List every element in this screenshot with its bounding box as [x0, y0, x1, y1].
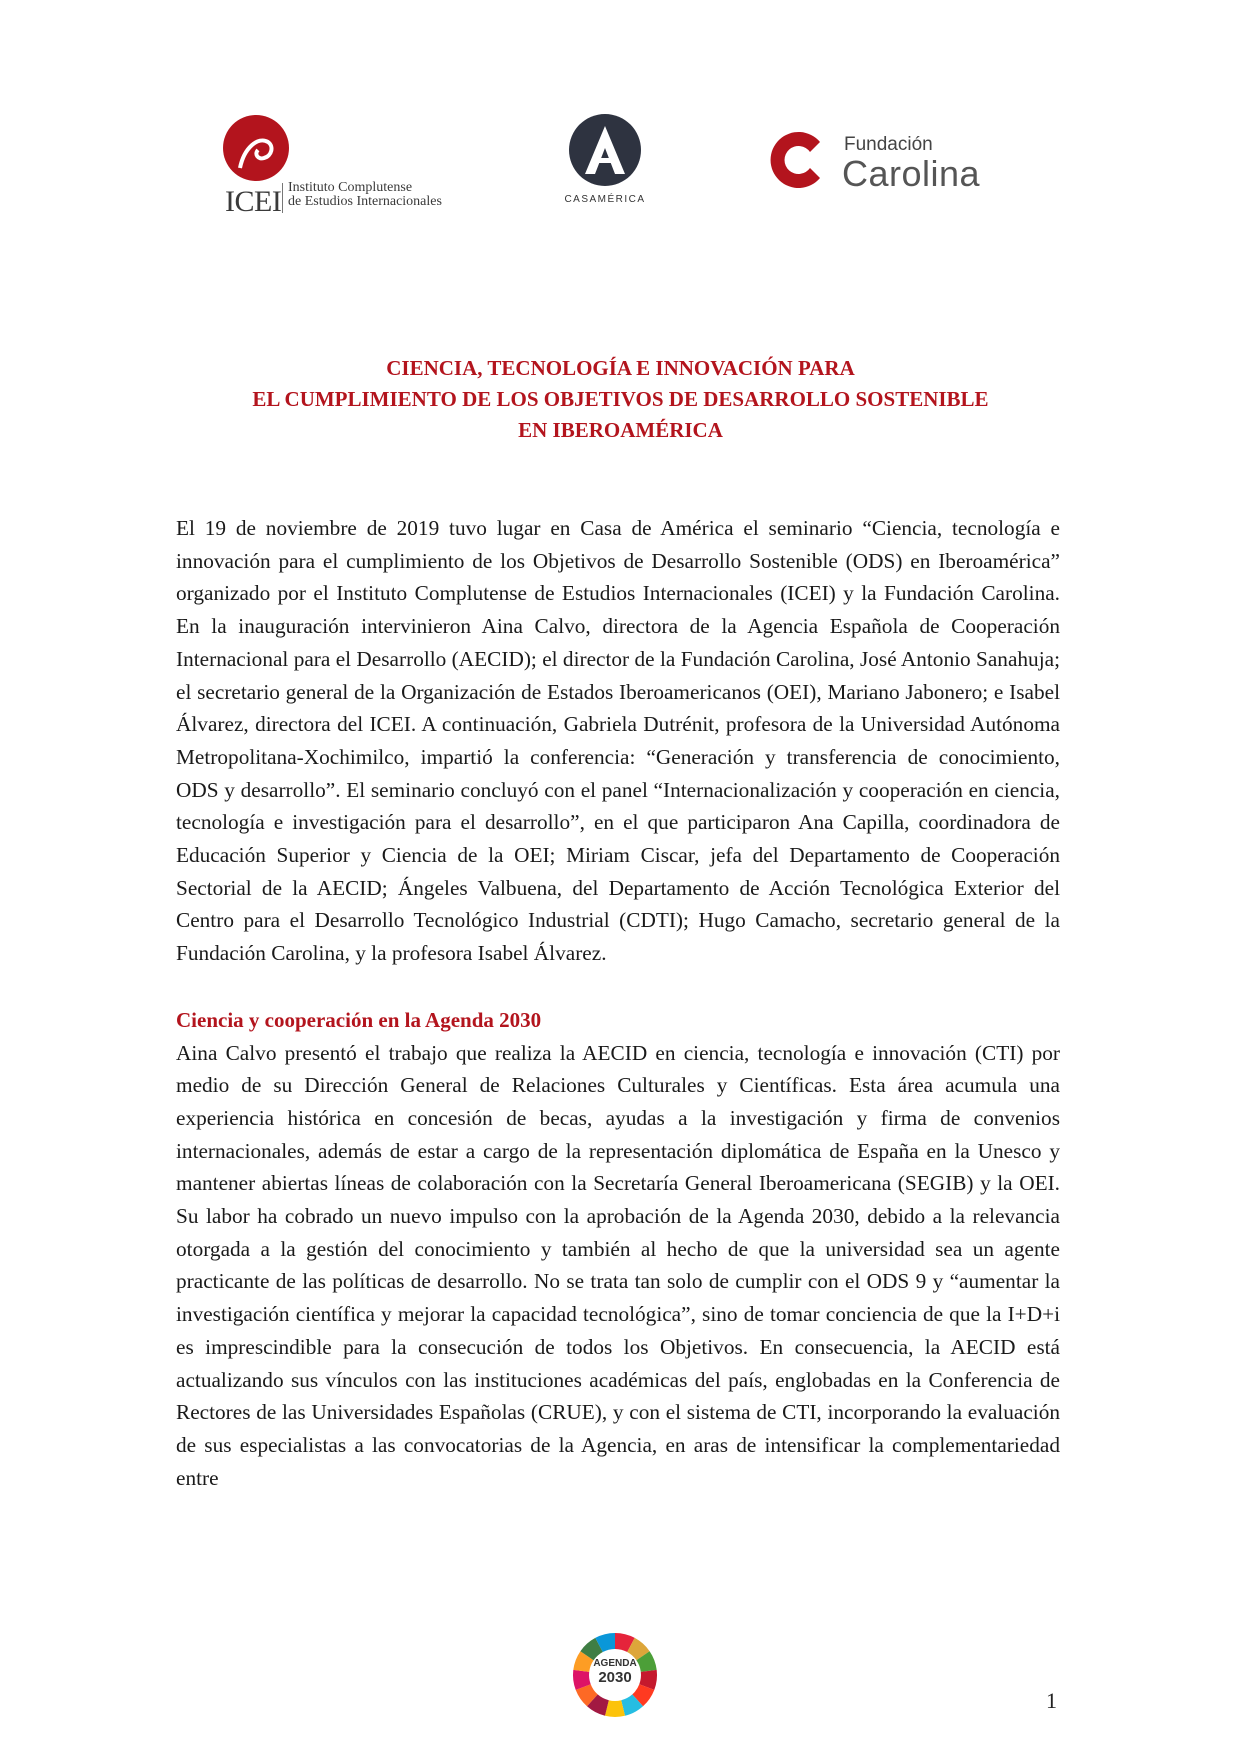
title-line-3: EN IBEROAMÉRICA [518, 418, 723, 442]
agenda-label: AGENDA [593, 1658, 637, 1669]
carolina-c-icon [762, 120, 842, 200]
icei-name-line2: de Estudios Internacionales [288, 194, 442, 209]
title-line-1: CIENCIA, TECNOLOGÍA E INNOVACIÓN PARA [386, 356, 855, 380]
document-title [150, 353, 1091, 446]
agenda-year: 2030 [598, 1669, 632, 1686]
icei-abbreviation: ICEI [225, 185, 282, 218]
agenda-2030-logo [570, 1630, 660, 1720]
icei-full-name [288, 181, 448, 209]
agenda-2030-text [570, 1658, 660, 1685]
section-heading: Ciencia y cooperación en la Agenda 2030 [176, 1007, 542, 1032]
icei-name-line1: Instituto Complutense [288, 180, 413, 195]
casamerica-logo [555, 112, 655, 212]
fundacion-carolina-logo [762, 120, 1022, 200]
document-body [176, 512, 1060, 1494]
casamerica-label: CASAMÉRICA [564, 194, 646, 205]
intro-paragraph: El 19 de noviembre de 2019 tuvo lugar en Casa de América el seminario “Ciencia, tecnología e innovación para el cumplimiento de los Objetivos de Desarrollo Sostenible (ODS) en Iberoamérica” organizado por el Instituto Complutense de Estudios Internacionales (ICEI) y la Fundación Carolina. En la inauguración intervinieron Aina Calvo, directora de la Agencia Española de Cooperación Internacional para el Desarrollo (AECID); el director de la Fundación Carolina, José Antonio Sanahuja; el secretario general de la Organización de Estados Iberoamericanos (OEI), Mariano Jabonero; e Isabel Álvarez, directora del ICEI. A continuación, Gabriela Dutrénit, profesora de la Universidad Autónoma Metropolitana-Xochimilco, impartió la conferencia: “Generación y transferencia de conocimiento, ODS y desarrollo”. El seminario concluyó con el panel “Internacionalización y cooperación en ciencia, tecnología e investigación para el desarrollo”, en el que participaron Ana Capilla, coordinadora de Educación Superior y Ciencia de la OEI; Miriam Ciscar, jefa del Departamento de Cooperación Sectorial de la AECID; Ángeles Valbuena, del Departamento de Acción Tecnológica Exterior del Centro para el Desarrollo Tecnológico Industrial (CDTI); Hugo Camacho, secretario general de la Fundación Carolina, y la profesora Isabel Álvarez. [176, 516, 1060, 966]
icei-logo [214, 108, 444, 218]
carolina-fundacion-text: Fundación [844, 134, 933, 155]
header-logos [0, 0, 1241, 230]
casamerica-emblem-icon [555, 112, 655, 192]
page-number: 1 [1046, 1688, 1057, 1713]
title-line-2: EL CUMPLIMIENTO DE LOS OBJETIVOS DE DESARROLLO SOSTENIBLE [252, 387, 989, 411]
section-paragraph: Aina Calvo presentó el trabajo que realiza la AECID en ciencia, tecnología e innovación (CTI) por medio de su Dirección General de Relaciones Culturales y Científicas. Esta área acumula una experiencia histórica en concesión de becas, ayudas a la investigación y firma de convenios internacionales, además de estar a cargo de la representación diplomática de España en la Unesco y mantener abiertas líneas de colaboración con la Secretaría General Iberoamericana (SEGIB) y la OEI. Su labor ha cobrado un nuevo impulso con la aprobación de la Agenda 2030, debido a la relevancia otorgada a la gestión del conocimiento y también al hecho de que la universidad sea un agente practicante de las políticas de desarrollo. No se trata tan solo de cumplir con el ODS 9 y “aumentar la investigación científica y mejorar la capacidad tecnológica”, sino de tomar conciencia de que la I+D+i es imprescindible para la consecución de todos los Objetivos. En consecuencia, la AECID está actualizando sus vínculos con las instituciones académicas del país, englobadas en la Conferencia de Rectores de las Universidades Españolas (CRUE), y con el sistema de CTI, incorporando la evaluación de sus especialistas a las convocatorias de la Agencia, en aras de intensificar la complementariedad entre [176, 1040, 1060, 1490]
icei-divider [282, 183, 283, 213]
carolina-name-text: Carolina [842, 153, 981, 194]
icei-emblem-icon [214, 108, 294, 188]
